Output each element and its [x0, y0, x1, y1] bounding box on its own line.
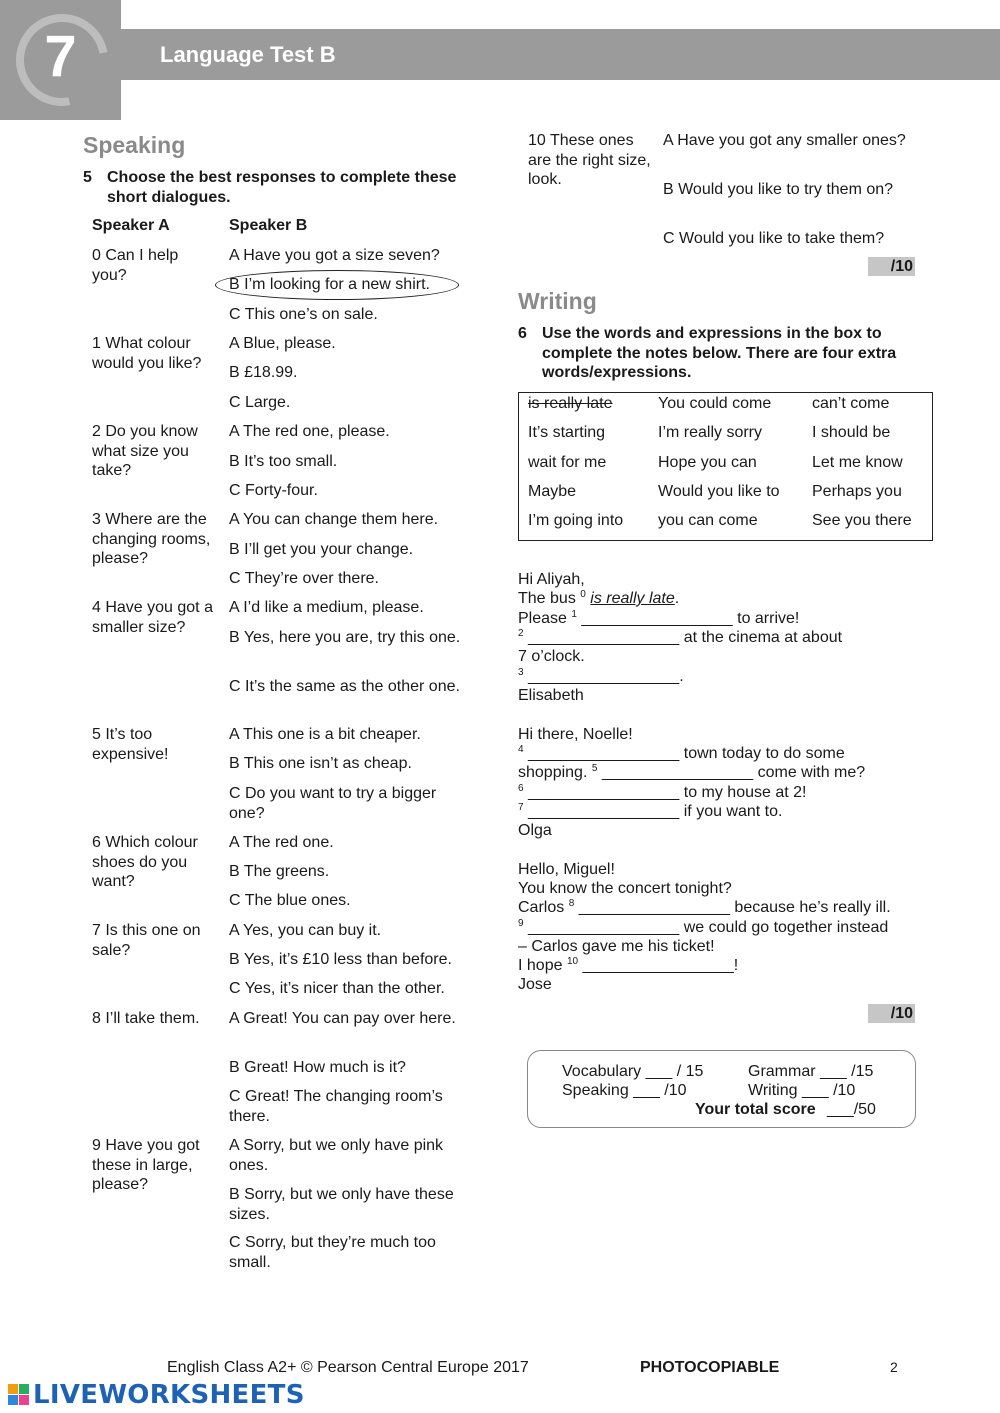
option-10b[interactable]: B Would you like to try them on?: [663, 181, 894, 198]
option-7c[interactable]: C Yes, it’s nicer than the other.: [229, 980, 445, 997]
note-2-line-3: [518, 783, 938, 803]
note-1-line-2: [518, 628, 938, 648]
text: shopping.: [518, 764, 592, 781]
note-2-signature: Olga: [518, 822, 552, 839]
note-1-signature: Elisabeth: [518, 687, 584, 704]
text: come with me?: [753, 764, 866, 781]
liveworksheets-logo-icon: [8, 1384, 29, 1406]
word-box-item[interactable]: wait for me: [528, 454, 607, 471]
option-7b[interactable]: B Yes, it’s £10 less than before.: [229, 951, 452, 968]
instruction-text: Use the words and expressions in the box to complete the notes below. There are four extra words/expressions.: [542, 325, 897, 381]
option-6c[interactable]: C The blue ones.: [229, 892, 351, 909]
answer-circle-example: [215, 270, 459, 300]
question-5: 5 It’s too expensive!: [92, 726, 169, 763]
note-3-line-2: [518, 898, 938, 918]
note-3-line-4: – Carlos gave me his ticket!: [518, 938, 715, 955]
word-box: [518, 392, 933, 541]
text: if you want to.: [679, 803, 783, 820]
gap-3-blank[interactable]: _________________: [528, 668, 680, 685]
note-1-greeting: Hi Aliyah,: [518, 571, 585, 588]
word-box-item[interactable]: I should be: [812, 424, 891, 441]
gap-number: 0: [580, 589, 586, 600]
text: we could go together instead: [679, 919, 889, 936]
word-box-item[interactable]: You could come: [658, 395, 772, 412]
text: to my house at 2!: [679, 784, 807, 801]
gap-2-blank[interactable]: _________________: [528, 629, 680, 646]
option-3c[interactable]: C They’re over there.: [229, 570, 379, 587]
speaking-instruction: [83, 168, 483, 207]
note-2-line-2: [518, 763, 938, 783]
option-0a[interactable]: A Have you got a size seven?: [229, 247, 440, 264]
note-3-line-3: [518, 918, 938, 938]
total-score-label: Your total score: [695, 1101, 816, 1118]
question-8: 8 I’ll take them.: [92, 1010, 200, 1027]
word-box-item[interactable]: Hope you can: [658, 454, 757, 471]
unit-badge: [0, 0, 121, 120]
title-bar: [121, 29, 1000, 80]
option-2a[interactable]: A The red one, please.: [229, 423, 390, 440]
example-answer: is really late: [590, 590, 675, 607]
gap-6-blank[interactable]: _________________: [528, 784, 680, 801]
option-4c[interactable]: C It’s the same as the other one.: [229, 678, 460, 695]
text: at the cinema at about: [679, 629, 843, 646]
gap-10-blank[interactable]: _________________: [582, 957, 734, 974]
word-box-item[interactable]: can’t come: [812, 395, 890, 412]
vocabulary-score: Vocabulary ___ / 15: [562, 1063, 704, 1080]
question-1: 1 What colour would you like?: [92, 335, 202, 372]
word-box-item[interactable]: Would you like to: [658, 483, 780, 500]
option-10c[interactable]: C Would you like to take them?: [663, 230, 885, 247]
option-2c[interactable]: C Forty-four.: [229, 482, 318, 499]
text: Carlos: [518, 899, 569, 916]
text: .: [674, 590, 680, 607]
option-3b[interactable]: B I’ll get you your change.: [229, 541, 414, 558]
option-5c[interactable]: C Do you want to try a bigger one?: [229, 785, 437, 822]
note-1-line-3: 7 o’clock.: [518, 648, 585, 665]
writing-total: Writing ___ /10: [748, 1082, 856, 1099]
option-1b[interactable]: B £18.99.: [229, 364, 298, 381]
note-2-greeting: Hi there, Noelle!: [518, 726, 633, 743]
gap-number: 6: [518, 783, 524, 794]
gap-1-blank[interactable]: _________________: [581, 610, 733, 627]
word-box-item[interactable]: you can come: [658, 512, 758, 529]
text: Please: [518, 610, 572, 627]
text: .: [679, 668, 684, 685]
option-3a[interactable]: A You can change them here.: [229, 511, 439, 528]
option-9a[interactable]: A Sorry, but we only have pink ones.: [229, 1137, 444, 1174]
grammar-score: Grammar ___ /15: [748, 1063, 874, 1080]
option-10a[interactable]: A Have you got any smaller ones?: [663, 132, 906, 149]
total-score-blank: ___/50: [827, 1101, 876, 1118]
word-box-item[interactable]: Let me know: [812, 454, 903, 471]
gap-number: 7: [518, 802, 524, 813]
option-9c[interactable]: C Sorry, but they’re much too small.: [229, 1234, 436, 1271]
question-9: 9 Have you got these in large, please?: [92, 1137, 200, 1193]
option-1c[interactable]: C Large.: [229, 394, 291, 411]
text: town today to do some: [679, 745, 845, 762]
gap-number: 9: [518, 918, 524, 929]
copyright: English Class A2+ © Pearson Central Europe 2017: [167, 1359, 529, 1376]
gap-number: 5: [591, 763, 598, 774]
word-box-item[interactable]: I’m going into: [528, 512, 624, 529]
gap-number: 2: [518, 628, 524, 639]
instruction-text: Choose the best responses to complete these short dialogues.: [107, 169, 457, 206]
question-6: 6 Which colour shoes do you want?: [92, 834, 198, 890]
option-2b[interactable]: B It’s too small.: [229, 453, 338, 470]
liveworksheets-brand[interactable]: LIVEWORKSHEETS: [33, 1380, 305, 1410]
note-1-line-1: [518, 609, 938, 629]
word-box-item[interactable]: See you there: [812, 512, 912, 529]
word-box-item[interactable]: Maybe: [528, 483, 577, 500]
gap-8-blank[interactable]: _________________: [578, 899, 730, 916]
page-number: 2: [890, 1359, 898, 1375]
gap-number: 8: [568, 898, 575, 909]
speaking-total: Speaking ___ /10: [562, 1082, 687, 1099]
column-speaker-b: Speaker B: [229, 217, 308, 234]
gap-7-blank[interactable]: _________________: [528, 803, 680, 820]
question-4: 4 Have you got a smaller size?: [92, 599, 213, 636]
option-7a[interactable]: A Yes, you can buy it.: [229, 922, 382, 939]
photocopiable-label: PHOTOCOPIABLE: [640, 1359, 780, 1376]
note-1-line-4: [518, 667, 938, 687]
unit-number: 7: [44, 24, 77, 89]
writing-instruction: [518, 324, 928, 383]
speaking-heading: Speaking: [83, 132, 186, 158]
note-1-line-0: [518, 589, 938, 609]
writing-heading: Writing: [518, 288, 597, 314]
gap-number: 10: [566, 956, 579, 967]
note-3-signature: Jose: [518, 976, 552, 993]
text: !: [733, 957, 739, 974]
question-7: 7 Is this one on sale?: [92, 922, 201, 959]
task-number: 6: [518, 325, 527, 342]
note-2-line-4: [518, 802, 938, 822]
note-2-line-1: [518, 744, 938, 764]
option-5b[interactable]: B This one isn’t as cheap.: [229, 755, 412, 772]
note-3-line-5: [518, 956, 938, 976]
page-title: Language Test B: [160, 42, 336, 67]
column-speaker-a: Speaker A: [92, 217, 170, 234]
word-box-item[interactable]: It’s starting: [528, 424, 606, 441]
word-box-item[interactable]: I’m really sorry: [658, 424, 763, 441]
speaking-score: /10: [868, 257, 915, 276]
word-box-item[interactable]: Perhaps you: [812, 483, 902, 500]
option-9b[interactable]: B Sorry, but we only have these sizes.: [229, 1186, 454, 1223]
gap-4-blank[interactable]: _________________: [528, 745, 680, 762]
task-number: 5: [83, 169, 92, 186]
option-8b[interactable]: B Great! How much is it?: [229, 1059, 406, 1076]
question-3: 3 Where are the changing rooms, please?: [92, 511, 211, 567]
gap-9-blank[interactable]: _________________: [528, 919, 680, 936]
question-0: 0 Can I help you?: [92, 247, 179, 284]
gap-5-blank[interactable]: _________________: [601, 764, 754, 781]
question-2: 2 Do you know what size you take?: [92, 423, 198, 479]
gap-number: 4: [518, 744, 524, 755]
option-6b[interactable]: B The greens.: [229, 863, 330, 880]
gap-number: 3: [518, 667, 524, 678]
gap-number: 1: [571, 609, 577, 620]
text: The bus: [518, 590, 581, 607]
option-6a[interactable]: A The red one.: [229, 834, 334, 851]
option-1a[interactable]: A Blue, please.: [229, 335, 336, 352]
score-summary-box: [527, 1050, 916, 1128]
note-3-line-1: You know the concert tonight?: [518, 880, 732, 897]
text: because he’s really ill.: [729, 899, 891, 916]
option-8c[interactable]: C Great! The changing room’s there.: [229, 1088, 443, 1125]
question-10: 10 These ones are the right size, look.: [528, 132, 651, 188]
option-8a[interactable]: A Great! You can pay over here.: [229, 1010, 456, 1027]
option-4b[interactable]: B Yes, here you are, try this one.: [229, 629, 461, 646]
word-box-item: is really late: [528, 395, 613, 412]
text: I hope: [518, 957, 567, 974]
note-3-greeting: Hello, Miguel!: [518, 861, 615, 878]
option-5a[interactable]: A This one is a bit cheaper.: [229, 726, 421, 743]
text: to arrive!: [732, 610, 800, 627]
option-0b[interactable]: B I’m looking for a new shirt.: [229, 276, 430, 293]
option-4a[interactable]: A I’d like a medium, please.: [229, 599, 424, 616]
writing-score: /10: [868, 1004, 915, 1023]
option-0c[interactable]: C This one’s on sale.: [229, 306, 378, 323]
